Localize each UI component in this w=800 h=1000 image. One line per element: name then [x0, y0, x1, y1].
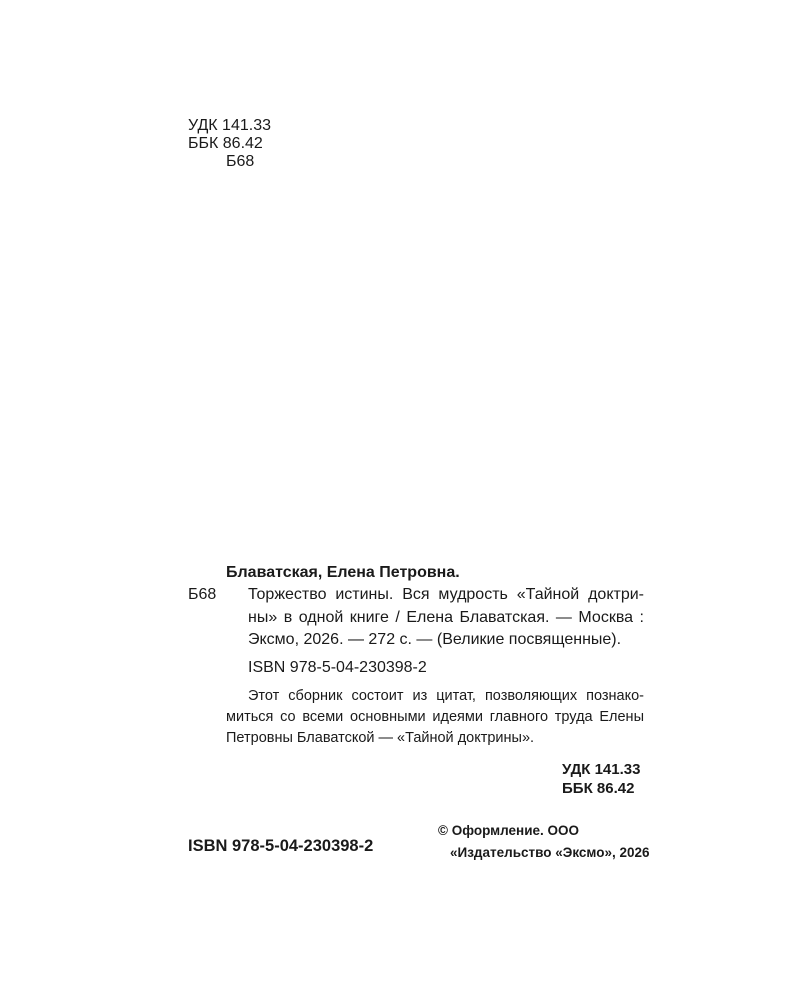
bbk-code: ББК 86.42	[188, 135, 263, 152]
classification-block-top	[188, 117, 271, 171]
record-description	[248, 584, 644, 652]
copyright-notice	[438, 820, 650, 864]
annotation-line: Этот сборник состоит из цитат, позволяющих познако-	[248, 688, 644, 704]
udk-code: УДК 141.33	[188, 117, 271, 134]
annotation-line: Петровны Блаватской — «Тайной доктрины».	[226, 730, 535, 746]
isbn-bottom: ISBN 978-5-04-230398-2	[188, 837, 374, 855]
description-line: Эксмо, 2026. — 272 с. — (Великие посвященные).	[248, 631, 622, 648]
description-line: Торжество истины. Вся мудрость «Тайной доктри-	[248, 586, 644, 603]
cutter-code: Б68	[226, 153, 255, 170]
bbk-code: ББК 86.42	[562, 780, 635, 797]
copyright-line: «Издательство «Эксмо», 2026	[450, 845, 650, 860]
classification-block-bottom	[562, 760, 640, 798]
description-line: ны» в одной книге / Елена Блаватская. — Москва :	[248, 608, 644, 626]
udk-code: УДК 141.33	[562, 761, 641, 778]
copyright-line: © Оформление. ООО	[438, 823, 580, 838]
record-author: Блаватская, Елена Петровна.	[226, 564, 460, 581]
record-isbn: ISBN 978-5-04-230398-2	[248, 659, 427, 676]
record-cutter: Б68	[188, 586, 217, 603]
annotation-line: миться со всеми основными идеями главного труда Елены	[226, 709, 644, 725]
record-annotation	[226, 686, 644, 749]
